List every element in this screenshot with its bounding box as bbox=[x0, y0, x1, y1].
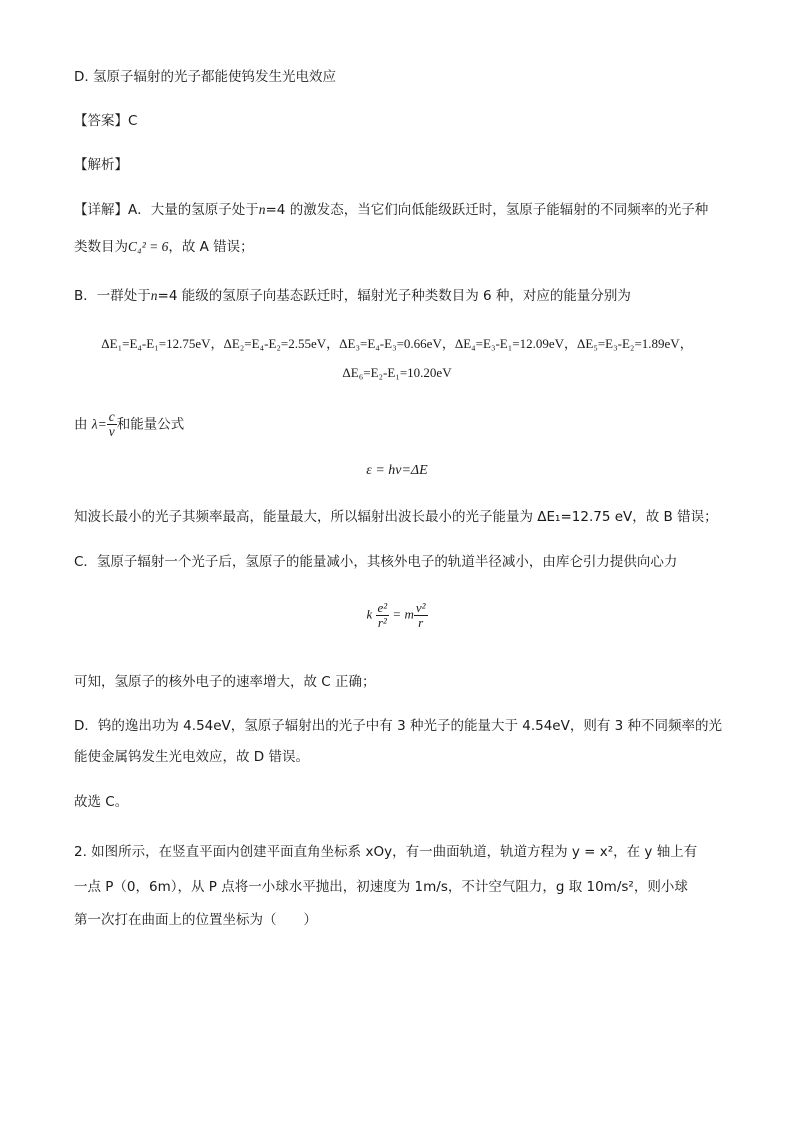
d-line-1: D．钨的逸出功为 4.54eV，氢原子辐射出的光子中有 3 种光子的能量大于 4.54eV，则有 3 种不同频率的光 bbox=[74, 718, 723, 734]
detail-line-2 bbox=[74, 237, 254, 257]
c-line-1: C．氢原子辐射一个光子后，氢原子的能量减小，其核外电子的轨道半径减小，由库仑引力提供向心力 bbox=[74, 554, 678, 570]
lambda-numerator: c bbox=[108, 409, 115, 424]
answer-label: 【答案】C bbox=[74, 113, 138, 129]
lambda-pre: 由 bbox=[74, 416, 88, 433]
equals-m: = m bbox=[392, 606, 414, 622]
energy-formula: ε = hν=ΔE bbox=[366, 463, 428, 478]
q2-line-2: 一点 P（0，6m），从 P 点将一小球水平抛出，初速度为 1m/s，不计空气阻力，g 取 10m/s²，则小球 bbox=[74, 879, 688, 895]
centripetal-fraction bbox=[414, 601, 428, 630]
centripetal-denominator: r bbox=[418, 615, 424, 630]
combination-formula: C₄² = 6 bbox=[128, 239, 169, 254]
coulomb-fraction bbox=[376, 601, 390, 630]
q2-line-1: 2. 如图所示，在竖直平面内创建平面直角坐标系 xOy，有一曲面轨道，轨道方程为 y = x²，在 y 轴上有 bbox=[74, 844, 698, 860]
lambda-line bbox=[74, 410, 184, 439]
coulomb-constant: k bbox=[366, 606, 373, 622]
b-n-symbol: n bbox=[150, 288, 158, 303]
coulomb-denominator: r² bbox=[377, 615, 387, 630]
q2-line-3: 第一次打在曲面上的位置坐标为（ ） bbox=[74, 912, 317, 928]
coulomb-numerator: e² bbox=[377, 600, 388, 615]
detail-line-2-pre: 类数目为 bbox=[74, 239, 128, 255]
detail-line-1-mid: =4 的激发态，当它们向低能级跃迁时，氢原子能辐射的不同频率的光子种 bbox=[265, 202, 709, 218]
lambda-denominator: ν bbox=[108, 424, 115, 439]
centripetal-formula bbox=[0, 601, 794, 630]
c-conclusion: 可知，氢原子的核外电子的速率增大，故 C 正确； bbox=[74, 674, 376, 690]
b-line-1 bbox=[74, 286, 631, 306]
centripetal-numerator: v² bbox=[415, 600, 426, 615]
option-d-line: D. 氢原子辐射的光子都能使钨发生光电效应 bbox=[74, 69, 336, 85]
analysis-label: 【解析】 bbox=[74, 157, 128, 173]
lambda-fraction bbox=[107, 410, 117, 439]
lambda-post: 和能量公式 bbox=[116, 416, 185, 433]
detail-line-2-post: ，故 A 错误； bbox=[168, 239, 254, 255]
energies-row-1: ΔE₁=E₄-E₁=12.75eV，ΔE₂=E₄-E₂=2.55eV，ΔE₃=E₄-E₃=0.66eV，ΔE₄=E₃-E₁=12.09eV，ΔE₅=E₃-E₂=1.89eV， bbox=[101, 336, 693, 351]
detail-line-1 bbox=[74, 200, 708, 220]
b-line-1-pre: B．一群处于 bbox=[74, 288, 151, 304]
b-line-1-post: =4 能级的氢原子向基态跃迁时，辐射光子种类数目为 6 种，对应的能量分别为 bbox=[157, 288, 631, 304]
detail-line-1-pre: 【详解】A．大量的氢原子处于 bbox=[74, 202, 259, 218]
energies-row-2: ΔE₆=E₂-E₁=10.20eV bbox=[342, 365, 452, 380]
b-conclusion: 知波长最小的光子其频率最高，能量最大，所以辐射出波长最小的光子能量为 ΔE₁=12.75 eV，故 B 错误； bbox=[74, 509, 718, 525]
detail-n-symbol: n bbox=[258, 202, 266, 217]
lambda-eq: λ= bbox=[91, 416, 107, 432]
choose-answer: 故选 C。 bbox=[74, 794, 129, 810]
d-line-2: 能使金属钨发生光电效应，故 D 错误。 bbox=[74, 749, 309, 765]
